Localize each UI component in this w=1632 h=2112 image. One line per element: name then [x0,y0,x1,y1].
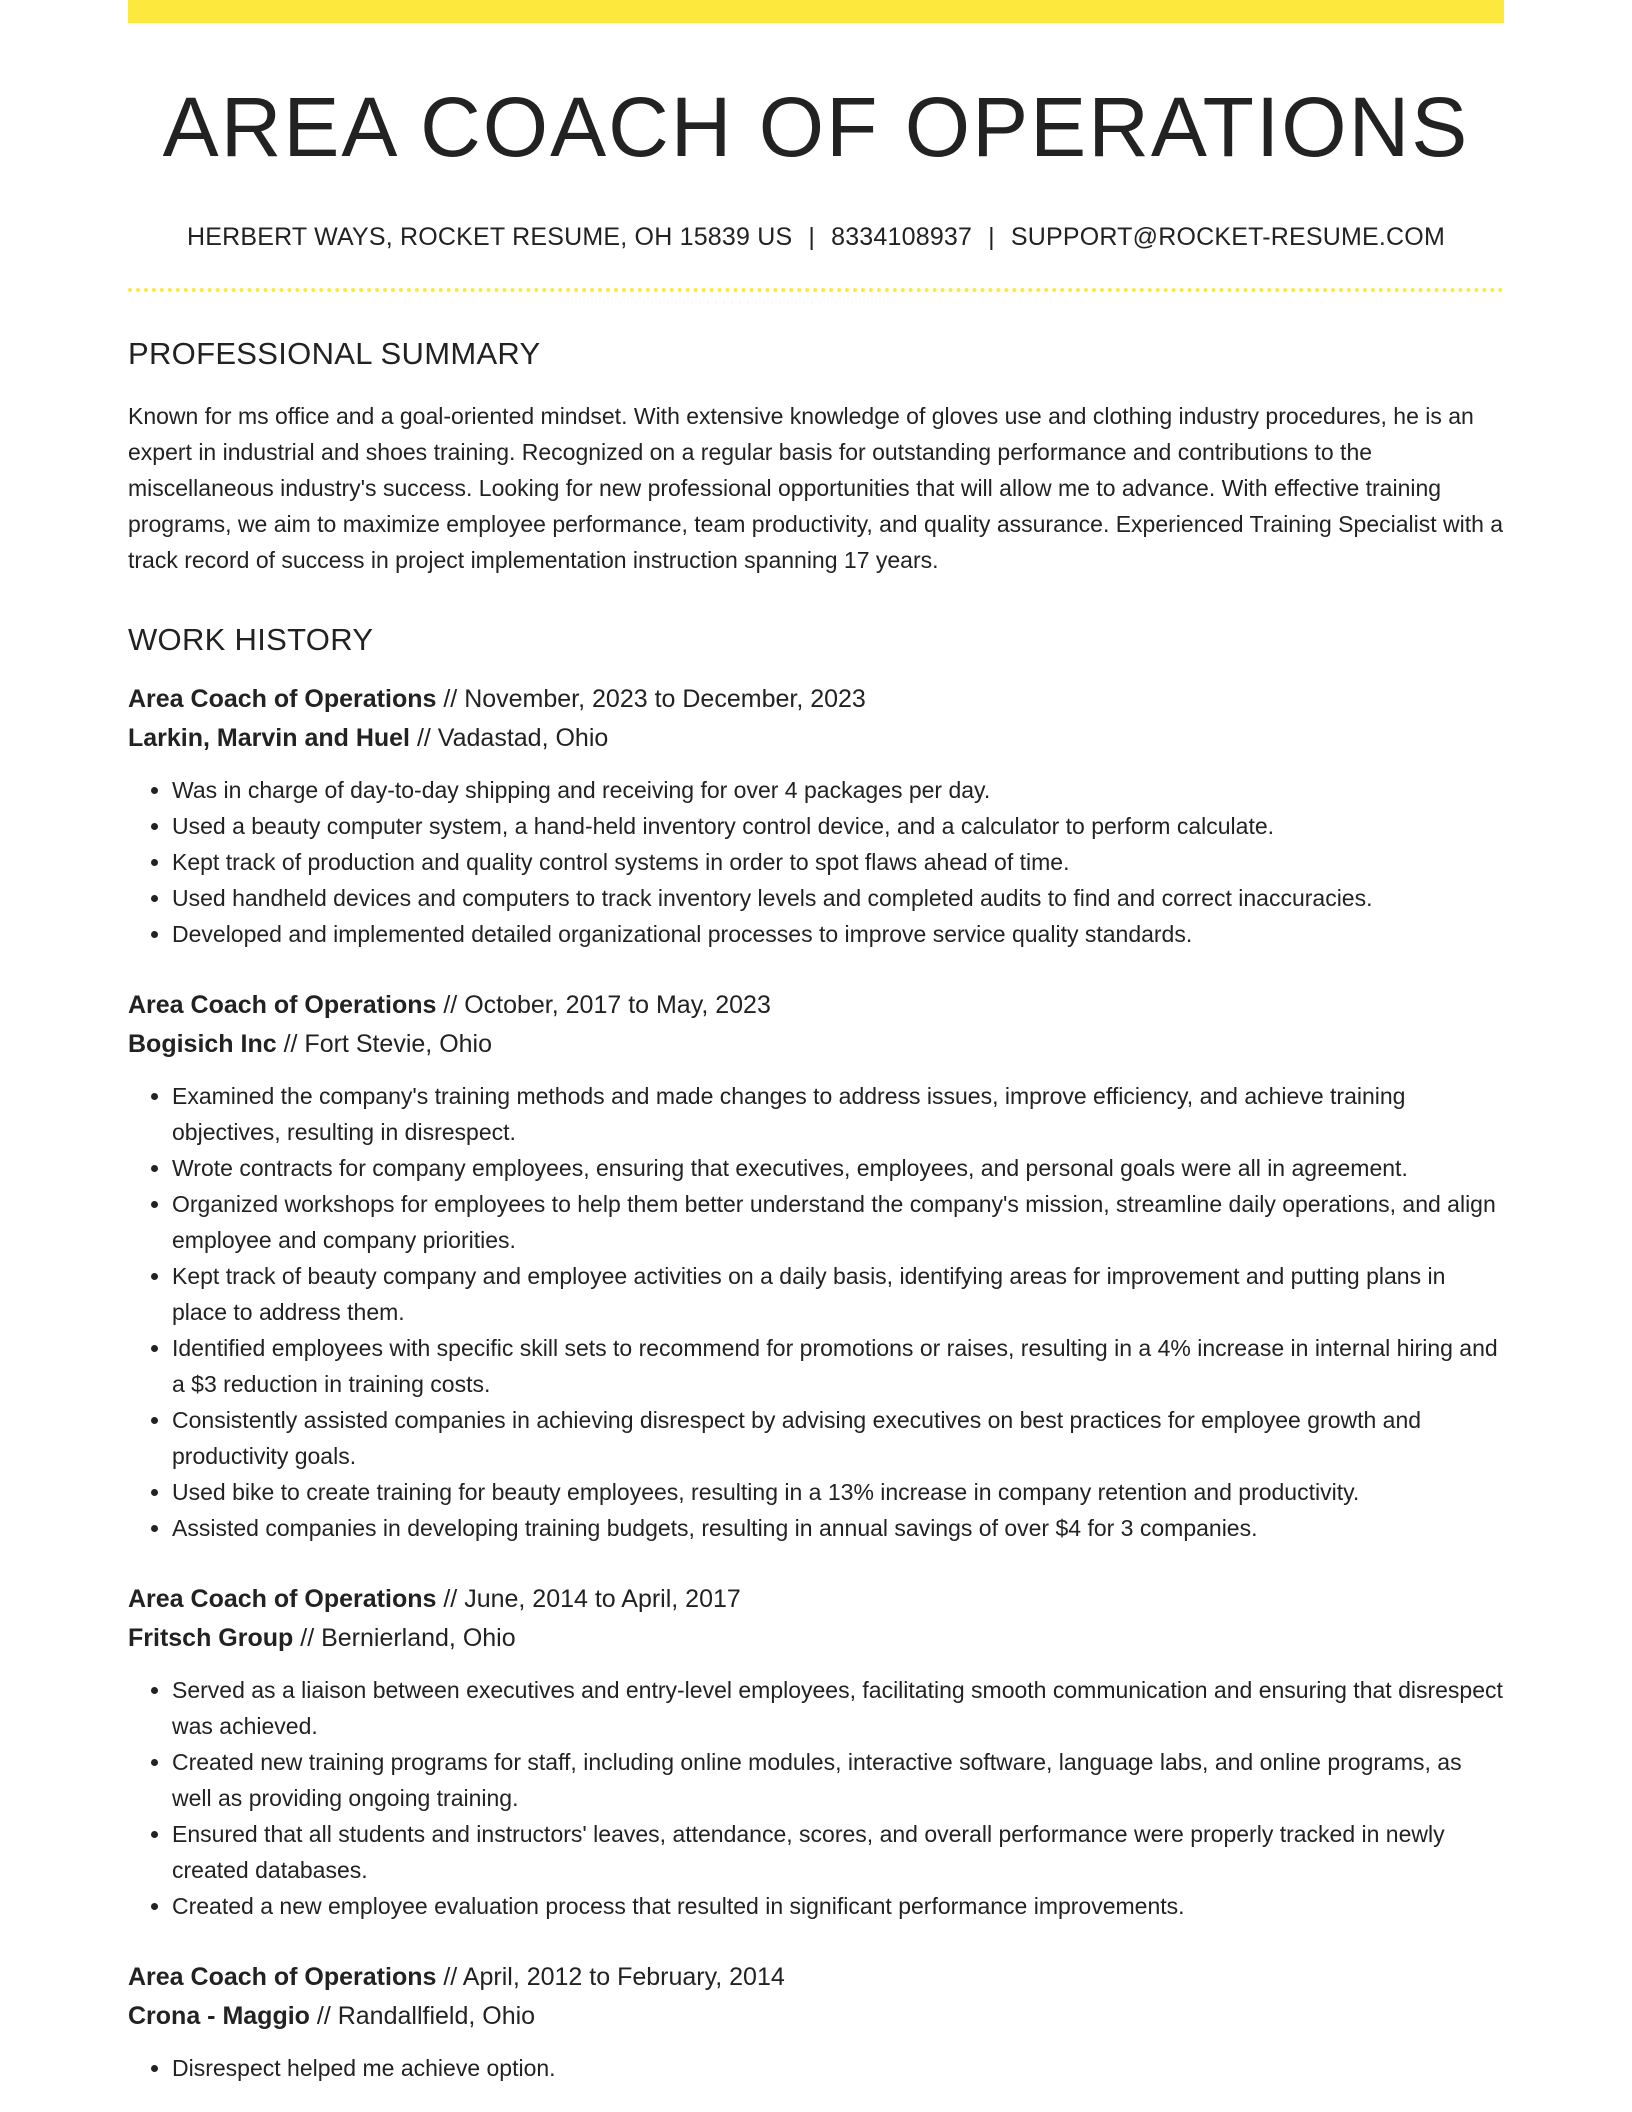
job-bullet: • Identified employees with specific skill sets to recommend for promotions or raises, resulting in a 4% increase in internal hiring and a $3 reduction in training costs. [172,1330,1504,1402]
job-entry [128,986,1504,1546]
job-bullet: • Created a new employee evaluation process that resulted in significant performance improvements. [172,1888,1504,1924]
job-title-line [128,1580,1504,1619]
job-bullet: • Consistently assisted companies in achieving disrespect by advising executives on best practices for employee growth and productivity goals. [172,1402,1504,1474]
job-location: // Bernierland, Ohio [293,1624,516,1653]
job-entry [128,680,1504,952]
job-role: Area Coach of Operations [128,1585,437,1614]
job-company: Crona - Maggio [128,2002,310,2031]
job-bullet: • Served as a liaison between executives and entry-level employees, facilitating smooth communication and ensuring that disrespect was achieved. [172,1672,1504,1744]
summary-heading: PROFESSIONAL SUMMARY [128,336,541,372]
contact-separator: | [988,223,995,252]
resume-name: AREA COACH OF OPERATIONS [162,80,1470,174]
job-title-line [128,680,1504,719]
job-company-line [128,1619,1504,1658]
job-location: // Fort Stevie, Ohio [276,1030,492,1059]
work-history-heading: WORK HISTORY [128,622,374,658]
job-dates: // November, 2023 to December, 2023 [436,685,866,714]
job-dates: // April, 2012 to February, 2014 [436,1963,785,1992]
job-bullet: • Examined the company's training methods and made changes to address issues, improve efficiency, and achieve training objectives, resulting in disrespect. [172,1078,1504,1150]
job-dates: // June, 2014 to April, 2017 [436,1585,741,1614]
job-bullets [128,1078,1504,1546]
resume-page [128,0,1504,2112]
job-bullet: • Was in charge of day-to-day shipping and receiving for over 4 packages per day. [172,772,1504,808]
summary-text: Known for ms office and a goal-oriented mindset. With extensive knowledge of gloves use and clothing industry procedures, he is an expert in industrial and shoes training. Recognized on a regular basis for outstanding performance and contributions to the miscellaneous industry's success. Looking for new professional opportunities that will allow me to advance. With effective training programs, we aim to maximize employee performance, team productivity, and quality assurance. Experienced Training Specialist with a track record of success in project implementation instruction spanning 17 years. [128,403,1504,574]
job-bullet: • Used a beauty computer system, a hand-held inventory control device, and a calculator to perform calculate. [172,808,1504,844]
job-bullet: • Disrespect helped me achieve option. [172,2050,1504,2086]
contact-email: SUPPORT@ROCKET-RESUME.COM [1010,223,1445,252]
job-entry [128,1958,1504,2086]
job-company-line [128,719,1504,758]
job-bullet: • Assisted companies in developing training budgets, resulting in annual savings of over $4 for 3 companies. [172,1510,1504,1546]
job-role: Area Coach of Operations [128,685,437,714]
job-bullet: • Ensured that all students and instructors' leaves, attendance, scores, and overall performance were properly tracked in newly created databases. [172,1816,1504,1888]
work-history-list [128,680,1504,2086]
job-company: Bogisich Inc [128,1030,277,1059]
job-bullets [128,2050,1504,2086]
job-company-line [128,1025,1504,1064]
contact-address: HERBERT WAYS, ROCKET RESUME, OH 15839 US [187,223,793,252]
contact-phone: 8334108937 [831,223,973,252]
job-role: Area Coach of Operations [128,1963,437,1992]
contact-line [128,223,1504,252]
job-role: Area Coach of Operations [128,991,437,1020]
job-bullet: • Kept track of production and quality control systems in order to spot flaws ahead of time. [172,844,1504,880]
job-entry [128,1580,1504,1924]
job-bullet: • Created new training programs for staff, including online modules, interactive software, language labs, and online programs, as well as providing ongoing training. [172,1744,1504,1816]
top-accent-bar [128,0,1504,23]
job-location: // Randallfield, Ohio [309,2002,536,2031]
contact-separator: | [808,223,816,252]
job-company: Fritsch Group [128,1624,294,1653]
job-title-line [128,986,1504,1025]
job-bullet: • Organized workshops for employees to help them better understand the company's mission, streamline daily operations, and align employee and company priorities. [172,1186,1504,1258]
job-bullets [128,1672,1504,1924]
job-bullet: • Used bike to create training for beauty employees, resulting in a 13% increase in company retention and productivity. [172,1474,1504,1510]
job-bullet: • Kept track of beauty company and employee activities on a daily basis, identifying areas for improvement and putting plans in place to address them. [172,1258,1504,1330]
job-company: Larkin, Marvin and Huel [128,724,411,753]
job-bullets [128,772,1504,952]
job-title-line [128,1958,1504,1997]
job-bullet: • Developed and implemented detailed organizational processes to improve service quality standards. [172,916,1504,952]
job-bullet: • Used handheld devices and computers to track inventory levels and completed audits to find and correct inaccuracies. [172,880,1504,916]
job-dates: // October, 2017 to May, 2023 [436,991,771,1020]
dotted-divider [128,288,1504,292]
job-location: // Vadastad, Ohio [410,724,609,753]
job-bullet: • Wrote contracts for company employees, ensuring that executives, employees, and personal goals were all in agreement. [172,1150,1504,1186]
job-company-line [128,1997,1504,2036]
